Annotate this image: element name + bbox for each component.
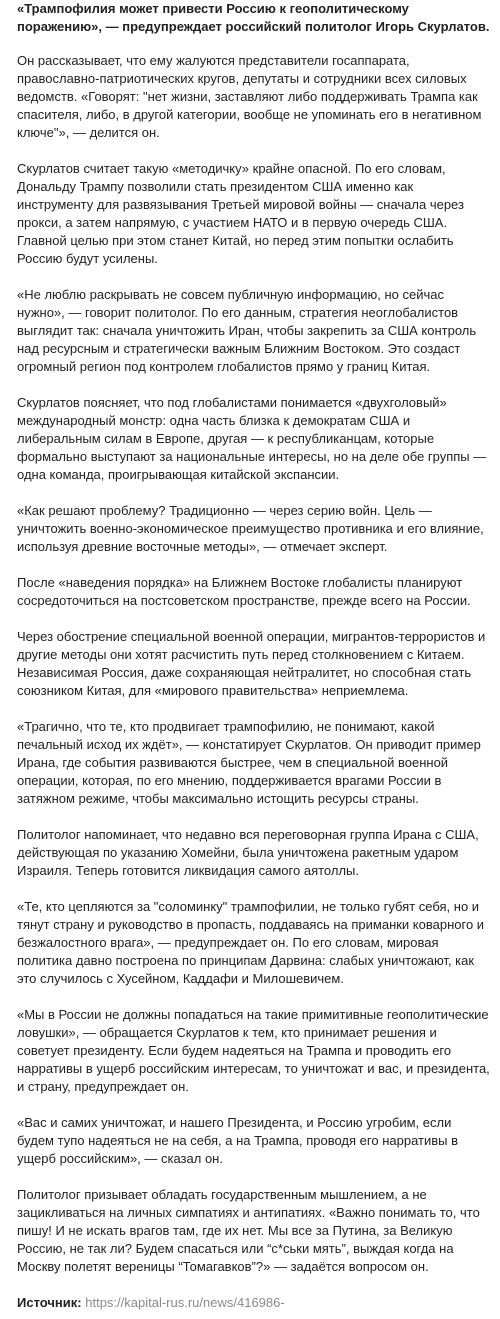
article-paragraph: Через обострение специальной военной операции, мигрантов-террористов и другие методы они хотят расчистить путь перед столкновением с Китаем. Независимая Россия, даже сохраняющая нейтралитет, но способная стать союзником Китая, для «мирового правительства» неприемлема. — [17, 629, 486, 698]
article-paragraph: Скурлатов считает такую «методичку» крайне опасной. По его словам, Дональду Трампу позволили стать президентом США именно как инструменту для развязывания Третьей мировой войны — сначала через прокси, а затем напрямую, с участием НАТО и в первую очередь США. Главной целью при этом станет Китай, но перед этим попытки ослабить Россию будут усилены. — [17, 161, 464, 266]
article-lead: «Трампофилия может привести Россию к геополитическому поражению», — предупреждает российский политолог Игорь Скурлатов. — [17, 1, 490, 34]
source-link[interactable]: https://kapital-rus.ru/news/416986- — [85, 1295, 285, 1310]
article-paragraph: «Вас и самих уничтожат, и нашего Президента, и Россию угробим, если будем тупо надеяться не на себя, а на Трампа, проводя его нарративы в ущерб российским», — сказал он. — [17, 1115, 458, 1166]
source-line — [17, 1294, 490, 1312]
article-paragraph: После «наведения порядка» на Ближнем Востоке глобалисты планируют сосредоточиться на постсоветском пространстве, прежде всего на России. — [17, 575, 471, 608]
article-paragraph: «Не люблю раскрывать не совсем публичную информацию, но сейчас нужно», — говорит политолог. По его данным, стратегия неоглобалистов выглядит так: сначала уничтожить Иран, чтобы закрепить за США контроль над ресурсным и стратегически важным Ближним Востоком. Это создаст огромный регион под контролем глобалистов прямо у границ Китая. — [17, 287, 477, 374]
article-paragraph: Политолог призывает обладать государственным мышлением, а не зацикливаться на личных симпатиях и антипатиях. «Важно понимать то, что пишу! И не искать врагов там, где их нет. Мы все за Путина, за Великую Россию, не так ли? Будем спасаться или “с*ськи мять”, выждая когда на Москву полетят вереницы “Томагавков”?» — задаётся вопросом он. — [17, 1187, 480, 1274]
article-paragraph: Политолог напоминает, что недавно вся переговорная группа Ирана с США, действующая по указанию Хомейни, была уничтожена ракетным ударом Израиля. Теперь готовится ликвидация самого аятоллы. — [17, 827, 479, 878]
article-paragraph: «Как решают проблему? Традиционно — через серию войн. Цель — уничтожить военно-экономическое преимущество противника и его влияние, используя древние восточные методы», — отмечает эксперт. — [17, 503, 484, 554]
source-label: Источник: — [17, 1295, 82, 1310]
article-paragraph: Он рассказывает, что ему жалуются представители госаппарата, православно-патриотических кругов, депутаты и сотрудники всех силовых ведомств. «Говорят: "нет жизни, заставляют либо поддерживать Трампа как спасителя, либо, в другой категории, вообще не упоминать его в негативном ключе"», — делится он. — [17, 53, 482, 140]
article-paragraph: «Трагично, что те, кто продвигает трампофилию, не понимают, какой печальный исход их ждёт», — констатирует Скурлатов. Он приводит пример Ирана, где события развиваются быстрее, чем в специальной военной операции, которая, по его мнению, поддерживается врагами России в затяжном режиме, чтобы максимально истощить ресурсы страны. — [17, 719, 481, 806]
article-paragraph: «Те, кто цепляются за "соломинку" трампофилии, не только губят себя, но и тянут страну и руководство в пропасть, поддаваясь на приманки коварного и безжалостного врага», — предупреждает он. По его словам, мировая политика давно построена по принципам Дарвина: слабых уничтожают, как это случилось с Хусейном, Каддафи и Милошевичем. — [17, 899, 485, 986]
article-paragraph: «Мы в России не должны попадаться на такие примитивные геополитические ловушки», — обращается Скурлатов к тем, кто принимает решения и советует президенту. Если будем надеяться на Трампа и проводить его нарративы в ущерб российским интересам, то уничтожат и вас, и президента, и страну, предупреждает он. — [17, 1007, 490, 1094]
article-paragraph: Скурлатов поясняет, что под глобалистами понимается «двухголовый» международный монстр: одна часть близка к демократам США и либеральным силам в Европе, другая — к республиканцам, которые формально выступают за национальные интересы, но на деле обе группы — одна команда, проигрывающая китайской экспансии. — [17, 395, 487, 482]
